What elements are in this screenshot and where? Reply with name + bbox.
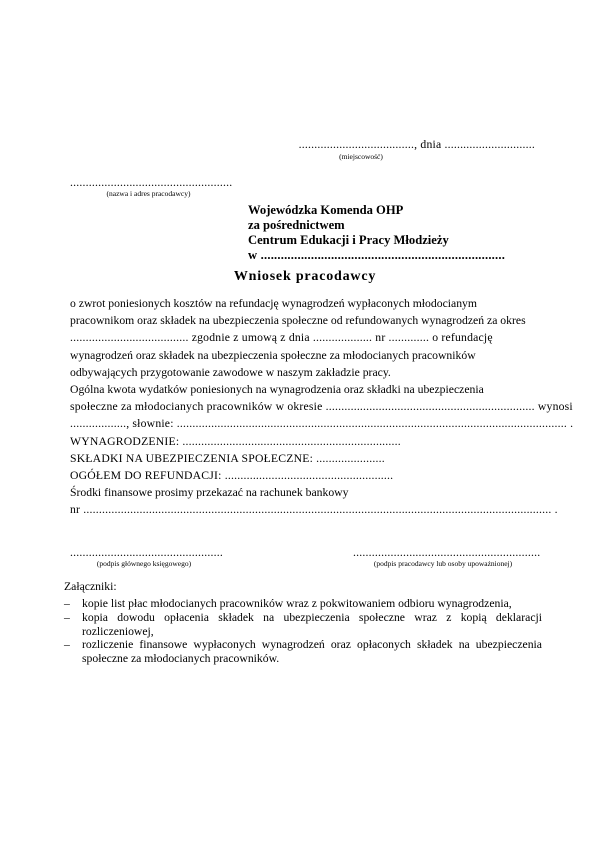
body-paragraph — [70, 295, 574, 519]
accountant-signature-caption: (podpis głównego księgowego) — [96, 559, 192, 568]
place-caption: (miejscowość) — [339, 152, 383, 161]
employer-name-caption: (nazwa i adres pracodawcy) — [106, 189, 191, 198]
bank-transfer-line: Środki finansowe prosimy przekazać na rachunek bankowy — [70, 486, 349, 500]
total-refund-line: OGÓŁEM DO REFUNDACJI: ...................................................... — [70, 469, 394, 483]
employer-signature-line: ............................................................ — [353, 546, 541, 559]
employer-name-line: .................................................... — [70, 176, 233, 189]
addressee-line-2: za pośrednictwem — [248, 218, 345, 232]
attachment-line: kopie list płac młodocianych pracowników wraz z pokwitowaniem odbioru wynagrodzenia, — [82, 597, 512, 610]
date-place-line: ....................................., dnia ............................. — [298, 138, 535, 151]
addressee-block — [248, 203, 505, 263]
dash-bullet: – — [64, 638, 70, 652]
attachment-item — [64, 597, 542, 611]
salary-line: WYNAGRODZENIE: ...................................................................... — [70, 434, 401, 448]
attachments-section — [64, 579, 542, 666]
body-line: społeczne za młodocianych pracowników w okresie ................................................................... wynosi — [70, 400, 573, 414]
body-line: ...................................... zgodnie z umową z dnia ................... nr ............. o refundację — [70, 331, 493, 345]
body-line: wynagrodzeń oraz składek na ubezpieczenia społeczne za młodocianych pracowników — [70, 348, 476, 362]
body-line: Ogólna kwota wydatków poniesionych na wynagrodzenia oraz składki na ubezpieczenia — [70, 383, 484, 397]
addressee-city-line: w ......................................................................... — [248, 248, 506, 262]
dash-bullet: – — [64, 610, 70, 624]
body-line: odbywających przygotowanie zawodowe w naszym zakładzie pracy. — [70, 365, 391, 379]
attachment-line: społeczne za młodocianych pracowników. — [82, 652, 280, 666]
attachment-line: kopia dowodu opłacenia składek na ubezpieczenia społeczne wraz z kopią deklaracji — [82, 610, 542, 624]
body-line: pracownikom oraz składek na ubezpieczenia społeczne od refundowanych wynagrodzeń za okres — [70, 314, 526, 328]
attachments-heading: Załączniki: — [64, 580, 117, 593]
form-title: Wniosek pracodawcy — [233, 269, 377, 284]
attachment-item — [64, 611, 542, 639]
social-security-line: SKŁADKI NA UBEZPIECZENIA SPOŁECZNE: ...................... — [70, 451, 385, 465]
body-line: .................., słownie: ............................................................................................................................. . — [70, 417, 574, 431]
attachment-item — [64, 638, 542, 666]
attachment-line: rozliczenie finansowe wypłaconych wynagrodzeń oraz opłaconych składek na ubezpieczenia — [82, 638, 542, 652]
attachment-line: rozliczeniowej, — [82, 624, 154, 638]
addressee-line-1: Wojewódzka Komenda OHP — [248, 203, 404, 217]
addressee-line-3: Centrum Edukacji i Pracy Młodzieży — [248, 233, 449, 247]
bank-account-line: nr ...................................................................................................................................................... . — [70, 503, 558, 517]
accountant-signature-line: ................................................. — [70, 546, 223, 559]
employer-signature-caption: (podpis pracodawcy lub osoby upoważnionej) — [373, 559, 513, 568]
body-line: o zwrot poniesionych kosztów na refundację wynagrodzeń wypłaconych młodocianym — [70, 297, 477, 310]
dash-bullet: – — [64, 597, 70, 610]
